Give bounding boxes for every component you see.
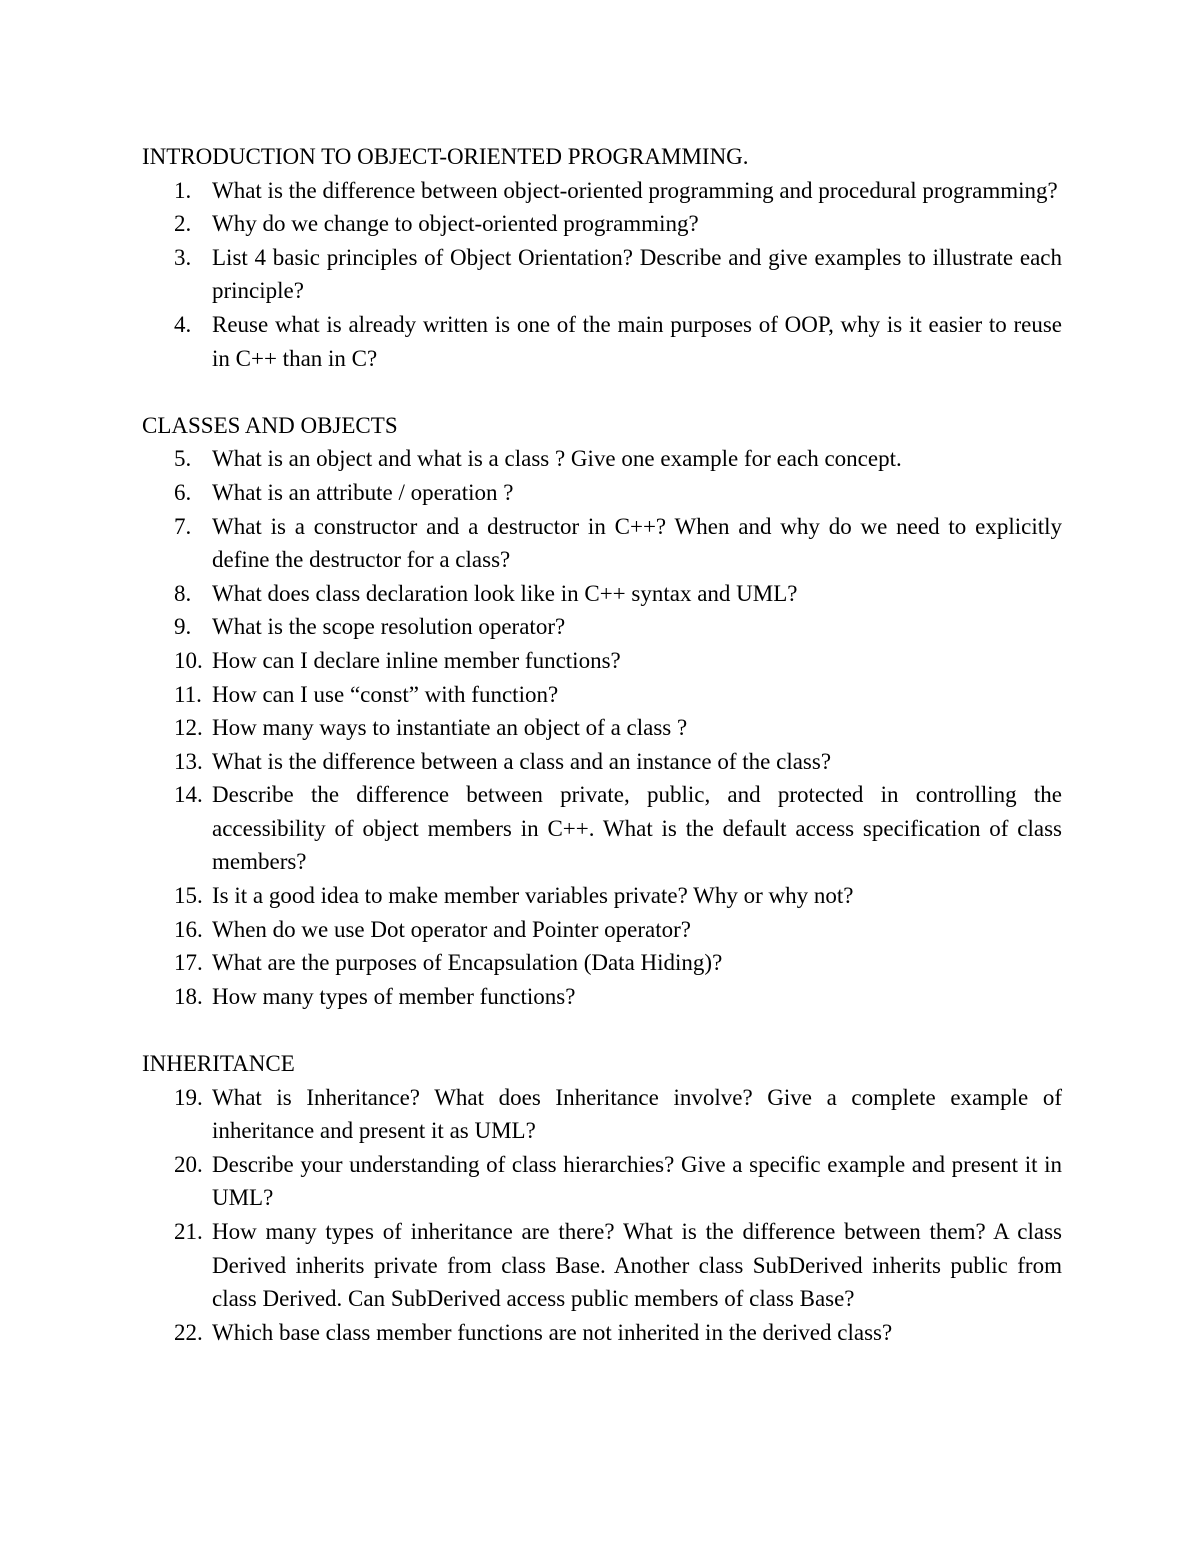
question-list <box>142 174 1062 376</box>
question-item <box>142 913 1062 947</box>
question-number: 10. <box>174 647 203 673</box>
question-number: 7. <box>174 513 192 539</box>
question-item <box>142 678 1062 712</box>
question-number: 13. <box>174 748 203 774</box>
question-text: What is the difference between object-oriented programming and procedural programming? <box>212 177 1058 203</box>
question-number: 5. <box>174 446 192 472</box>
question-item <box>142 1215 1062 1316</box>
question-number: 1. <box>174 177 192 203</box>
question-text: Is it a good idea to make member variables private? Why or why not? <box>212 883 854 909</box>
question-text: How many types of member functions? <box>212 983 576 1009</box>
question-text: Why do we change to object-oriented programming? <box>212 211 699 237</box>
question-number: 15. <box>174 883 203 909</box>
question-number: 18. <box>174 983 203 1009</box>
question-number: 20. <box>174 1151 203 1177</box>
question-item <box>142 980 1062 1014</box>
question-number: 16. <box>174 916 203 942</box>
question-item <box>142 577 1062 611</box>
question-number: 3. <box>174 244 192 270</box>
question-item <box>142 1316 1062 1350</box>
question-list <box>142 442 1062 1013</box>
question-text: Which base class member functions are not inherited in the derived class? <box>212 1319 893 1345</box>
question-text: When do we use Dot operator and Pointer operator? <box>212 916 692 942</box>
question-number: 17. <box>174 950 203 976</box>
question-item <box>142 778 1062 879</box>
section-intro-oop <box>142 140 1062 375</box>
question-item <box>142 308 1062 375</box>
question-text: What is an attribute / operation ? <box>212 479 514 505</box>
document-content <box>142 140 1062 1349</box>
question-number: 14. <box>174 782 203 808</box>
question-text: What is the scope resolution operator? <box>212 614 566 640</box>
section-title: INTRODUCTION TO OBJECT-ORIENTED PROGRAMMING. <box>142 144 749 169</box>
question-number: 9. <box>174 614 192 640</box>
question-text: How many types of inheritance are there? What is the difference between them? A class Derived inherits private from class Base. Another class SubDerived inherits public from class Derived. Can SubDerived access public members of class Base? <box>212 1219 1062 1312</box>
question-item <box>142 946 1062 980</box>
question-text: List 4 basic principles of Object Orientation? Describe and give examples to illustrate each principle? <box>212 244 1062 304</box>
question-item <box>142 241 1062 308</box>
question-text: How can I use “const” with function? <box>212 681 559 707</box>
section-classes-objects <box>142 409 1062 1014</box>
question-text: Describe the difference between private, public, and protected in controlling the accessibility of object members in C++. What is the default access specification of class members? <box>212 782 1062 875</box>
question-number: 22. <box>174 1319 203 1345</box>
question-item <box>142 610 1062 644</box>
question-text: How can I declare inline member functions? <box>212 647 621 673</box>
question-item <box>142 711 1062 745</box>
question-item <box>142 442 1062 476</box>
question-text: What is an object and what is a class ? Give one example for each concept. <box>212 446 902 472</box>
question-item <box>142 1148 1062 1215</box>
question-text: What does class declaration look like in C++ syntax and UML? <box>212 580 798 606</box>
question-item <box>142 644 1062 678</box>
section-title: INHERITANCE <box>142 1051 295 1077</box>
question-text: What is a constructor and a destructor in C++? When and why do we need to explicitly define the destructor for a class? <box>212 513 1062 573</box>
question-text: What is Inheritance? What does Inheritance involve? Give a complete example of inheritance and present it as UML? <box>212 1084 1062 1144</box>
question-text: What are the purposes of Encapsulation (Data Hiding)? <box>212 950 723 976</box>
question-number: 4. <box>174 311 192 337</box>
question-text: How many ways to instantiate an object of a class ? <box>212 715 688 741</box>
question-number: 12. <box>174 715 203 741</box>
question-item <box>142 207 1062 241</box>
question-item <box>142 476 1062 510</box>
question-item <box>142 174 1062 208</box>
question-item <box>142 1081 1062 1148</box>
question-item <box>142 879 1062 913</box>
question-number: 11. <box>174 681 202 707</box>
question-text: Describe your understanding of class hierarchies? Give a specific example and present it in UML? <box>212 1151 1062 1211</box>
question-item <box>142 745 1062 779</box>
question-number: 6. <box>174 479 192 505</box>
question-text: What is the difference between a class and an instance of the class? <box>212 748 832 774</box>
section-inheritance <box>142 1047 1062 1349</box>
question-text: Reuse what is already written is one of the main purposes of OOP, why is it easier to reuse in C++ than in C? <box>212 311 1062 371</box>
question-number: 21. <box>174 1219 203 1244</box>
question-number: 19. <box>174 1084 203 1110</box>
question-number: 8. <box>174 580 192 606</box>
section-title: CLASSES AND OBJECTS <box>142 412 398 438</box>
question-list <box>142 1081 1062 1350</box>
question-number: 2. <box>174 211 192 237</box>
question-item <box>142 510 1062 577</box>
